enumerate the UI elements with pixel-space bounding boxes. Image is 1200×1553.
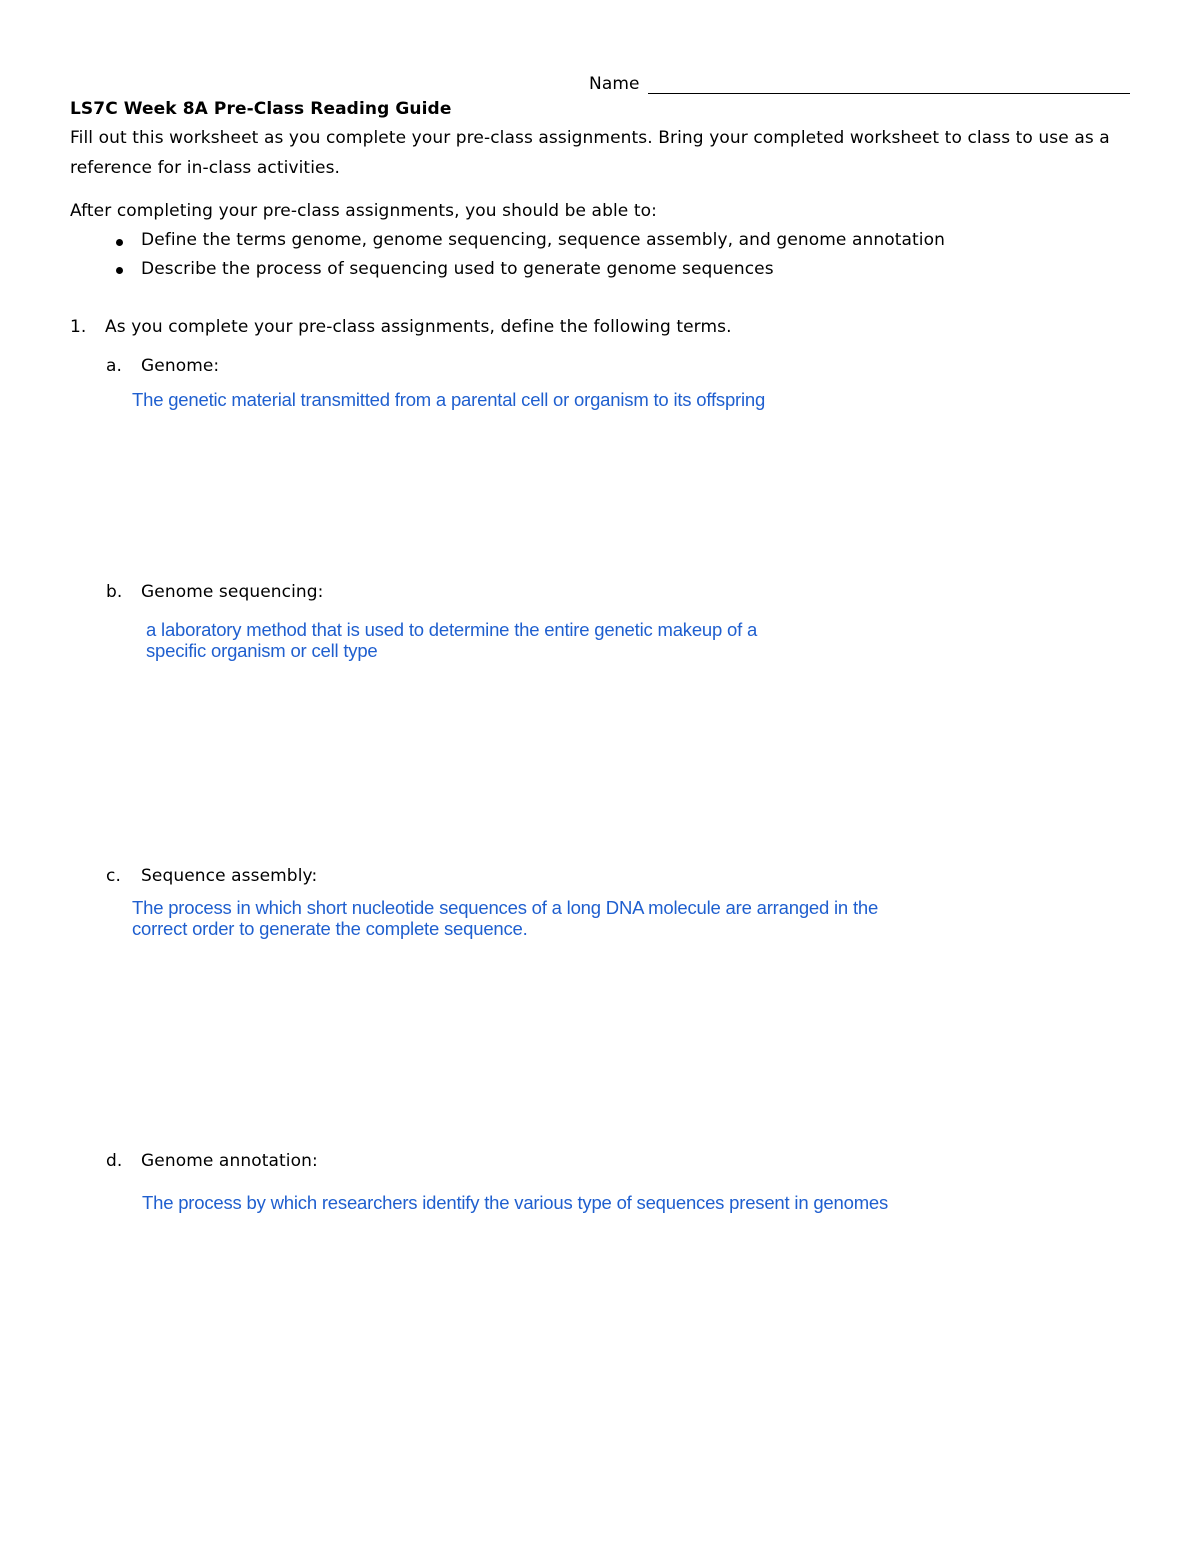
question-number: 1.: [70, 317, 87, 337]
bullet-icon: [116, 267, 123, 274]
objective-item: Describe the process of sequencing used to generate genome sequences: [141, 259, 774, 279]
term-letter-b: b.: [106, 582, 123, 602]
term-letter-a: a.: [106, 356, 123, 376]
objectives-lead: After completing your pre-class assignments, you should be able to:: [70, 201, 657, 221]
name-blank-line: [648, 93, 1130, 94]
term-label-genome-sequencing: Genome sequencing:: [141, 582, 324, 602]
page-title: LS7C Week 8A Pre-Class Reading Guide: [70, 99, 452, 119]
term-letter-c: c.: [106, 866, 121, 886]
answer-sequence-assembly-line-1[interactable]: The process in which short nucleotide sequences of a long DNA molecule are arranged in the: [132, 897, 879, 918]
intro-text-line-2: reference for in-class activities.: [70, 158, 341, 178]
term-label-sequence-assembly: Sequence assembly:: [141, 866, 318, 886]
intro-text-line-1: Fill out this worksheet as you complete your pre-class assignments. Bring your completed worksheet to class to use as a: [70, 128, 1110, 148]
question-text: As you complete your pre-class assignments, define the following terms.: [105, 317, 732, 337]
answer-genome[interactable]: The genetic material transmitted from a parental cell or organism to its offspring: [132, 389, 766, 410]
bullet-icon: [116, 239, 123, 246]
term-letter-d: d.: [106, 1151, 123, 1171]
answer-sequence-assembly-line-2[interactable]: correct order to generate the complete sequence.: [132, 918, 528, 939]
answer-genome-annotation[interactable]: The process by which researchers identify the various type of sequences present in genomes: [142, 1192, 889, 1213]
objective-item: Define the terms genome, genome sequencing, sequence assembly, and genome annotation: [141, 230, 945, 250]
term-label-genome: Genome:: [141, 356, 220, 376]
answer-genome-sequencing-line-1[interactable]: a laboratory method that is used to determine the entire genetic makeup of a: [146, 619, 758, 640]
name-label: Name: [589, 74, 640, 94]
answer-genome-sequencing-line-2[interactable]: specific organism or cell type: [146, 640, 378, 661]
term-label-genome-annotation: Genome annotation:: [141, 1151, 318, 1171]
